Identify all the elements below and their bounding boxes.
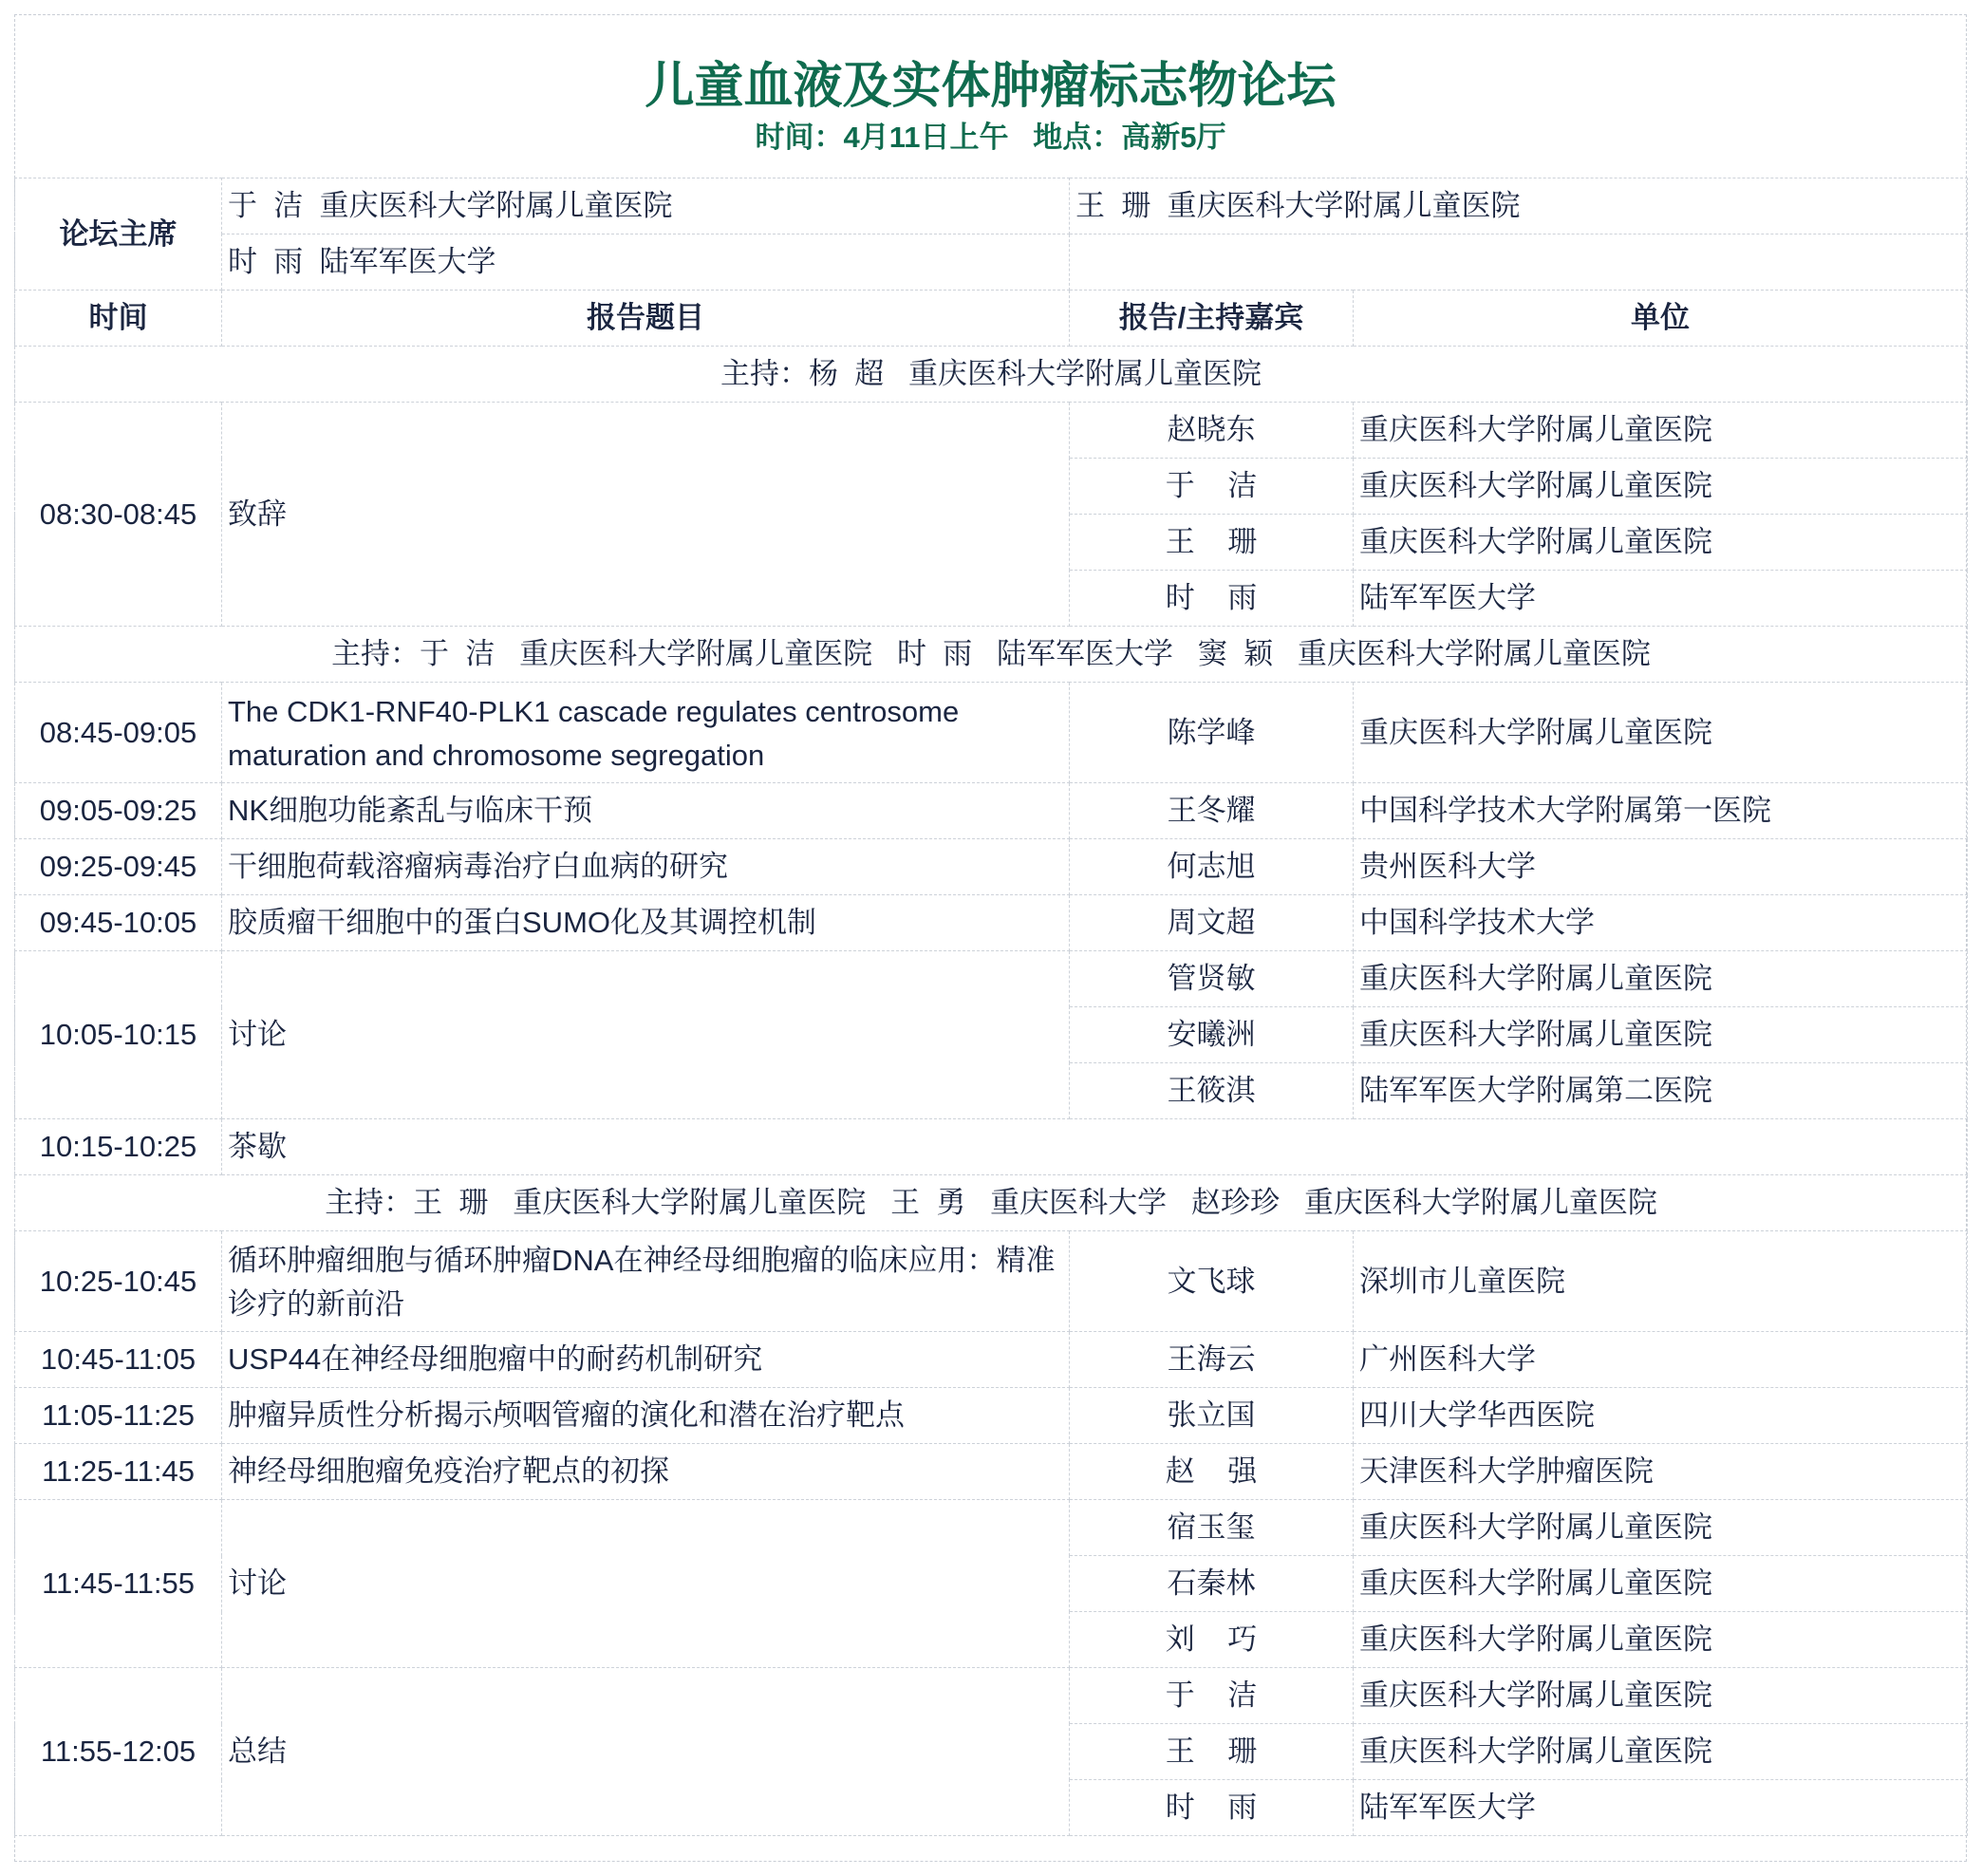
speaker-org: 重庆医科大学附属儿童医院 <box>1354 951 1968 1007</box>
speaker-org: 重庆医科大学附属儿童医院 <box>1354 683 1968 783</box>
forum-time-location: 时间：4月11日上午 地点：高新5厅 <box>755 121 1226 154</box>
speaker-name: 陈学峰 <box>1070 683 1354 783</box>
speaker-name: 王冬耀 <box>1070 783 1354 839</box>
talk-time: 08:45-09:05 <box>15 683 222 783</box>
discussion-topic: 讨论 <box>222 1500 1070 1668</box>
col-header-topic: 报告题目 <box>222 291 1070 347</box>
talk-topic: 循环肿瘤细胞与循环肿瘤DNA在神经母细胞瘤的临床应用：精准诊疗的新前沿 <box>222 1231 1070 1332</box>
session1-host: 主持：杨 超 重庆医科大学附属儿童医院 <box>15 347 1968 403</box>
speaker-org: 贵州医科大学 <box>1354 839 1968 895</box>
chair-2: 王 珊 重庆医科大学附属儿童医院 <box>1070 178 1968 234</box>
speaker-name: 王海云 <box>1070 1332 1354 1388</box>
chairs-row <box>15 178 1968 234</box>
summary-topic: 总结 <box>222 1668 1070 1836</box>
discussion-topic: 讨论 <box>222 951 1070 1119</box>
talk-time: 09:05-09:25 <box>15 783 222 839</box>
speaker-name: 周文超 <box>1070 895 1354 951</box>
speaker-org: 重庆医科大学附属儿童医院 <box>1354 1556 1968 1612</box>
chairs-label: 论坛主席 <box>15 178 222 291</box>
speaker-name: 文飞球 <box>1070 1231 1354 1332</box>
table-row <box>15 1388 1968 1444</box>
column-header-row <box>15 291 1968 347</box>
table-row <box>15 1231 1968 1332</box>
table-row <box>15 895 1968 951</box>
break-time: 10:15-10:25 <box>15 1119 222 1175</box>
speaker-org: 重庆医科大学附属儿童医院 <box>1354 459 1968 515</box>
table-row <box>15 839 1968 895</box>
speaker-name: 宿玉玺 <box>1070 1500 1354 1556</box>
speaker-name: 王筱淇 <box>1070 1063 1354 1119</box>
discussion-time: 11:45-11:55 <box>15 1500 222 1668</box>
speaker-org: 重庆医科大学附属儿童医院 <box>1354 1612 1968 1668</box>
speaker-org: 重庆医科大学附属儿童医院 <box>1354 1007 1968 1063</box>
table-row <box>15 951 1968 1007</box>
speaker-org: 四川大学华西医院 <box>1354 1388 1968 1444</box>
speaker-name: 何志旭 <box>1070 839 1354 895</box>
table-row <box>15 1500 1968 1556</box>
talk-topic: The CDK1-RNF40-PLK1 cascade regulates centrosome maturation and chromosome segregation <box>222 683 1070 783</box>
speaker-name: 王 珊 <box>1070 515 1354 571</box>
chair-1: 于 洁 重庆医科大学附属儿童医院 <box>222 178 1070 234</box>
speaker-org: 重庆医科大学附属儿童医院 <box>1354 1500 1968 1556</box>
talk-time: 09:25-09:45 <box>15 839 222 895</box>
speaker-org: 重庆医科大学附属儿童医院 <box>1354 403 1968 459</box>
talk-topic: USP44在神经母细胞瘤中的耐药机制研究 <box>222 1332 1070 1388</box>
table-row <box>15 783 1968 839</box>
talk-topic: 神经母细胞瘤免疫治疗靶点的初探 <box>222 1444 1070 1500</box>
speaker-name: 张立国 <box>1070 1388 1354 1444</box>
chair-3: 时 雨 陆军军医大学 <box>222 234 1070 291</box>
talk-topic: 干细胞荷载溶瘤病毒治疗白血病的研究 <box>222 839 1070 895</box>
forum-title: 儿童血液及实体肿瘤标志物论坛 <box>645 59 1337 114</box>
table-row <box>15 683 1968 783</box>
session1-time: 08:30-08:45 <box>15 403 222 627</box>
forum-header <box>14 14 1967 178</box>
speaker-org: 中国科学技术大学 <box>1354 895 1968 951</box>
talk-topic: 胶质瘤干细胞中的蛋白SUMO化及其调控机制 <box>222 895 1070 951</box>
discussion-time: 10:05-10:15 <box>15 951 222 1119</box>
host-row <box>15 347 1968 403</box>
talk-topic: 肿瘤异质性分析揭示颅咽管瘤的演化和潜在治疗靶点 <box>222 1388 1070 1444</box>
speaker-org: 广州医科大学 <box>1354 1332 1968 1388</box>
session3-host: 主持：王 珊 重庆医科大学附属儿童医院 王 勇 重庆医科大学 赵珍珍 重庆医科大学附属儿童医院 <box>15 1175 1968 1231</box>
speaker-org: 中国科学技术大学附属第一医院 <box>1354 783 1968 839</box>
speaker-name: 刘 巧 <box>1070 1612 1354 1668</box>
session2-host: 主持：于 洁 重庆医科大学附属儿童医院 时 雨 陆军军医大学 窦 颖 重庆医科大学附属儿童医院 <box>15 627 1968 683</box>
session1-topic: 致辞 <box>222 403 1070 627</box>
speaker-name: 安曦洲 <box>1070 1007 1354 1063</box>
talk-time: 11:25-11:45 <box>15 1444 222 1500</box>
speaker-name: 时 雨 <box>1070 571 1354 627</box>
table-row <box>15 1668 1968 1724</box>
speaker-org: 重庆医科大学附属儿童医院 <box>1354 515 1968 571</box>
break-row <box>15 1119 1968 1175</box>
table-row <box>15 1332 1968 1388</box>
col-header-speaker: 报告/主持嘉宾 <box>1070 291 1354 347</box>
speaker-org: 天津医科大学肿瘤医院 <box>1354 1444 1968 1500</box>
host-row <box>15 1175 1968 1231</box>
talk-time: 09:45-10:05 <box>15 895 222 951</box>
table-row <box>15 1444 1968 1500</box>
speaker-name: 于 洁 <box>1070 1668 1354 1724</box>
talk-time: 10:45-11:05 <box>15 1332 222 1388</box>
speaker-org: 重庆医科大学附属儿童医院 <box>1354 1724 1968 1780</box>
speaker-org: 陆军军医大学 <box>1354 1780 1968 1836</box>
table-row <box>15 403 1968 459</box>
talk-time: 10:25-10:45 <box>15 1231 222 1332</box>
speaker-org: 陆军军医大学附属第二医院 <box>1354 1063 1968 1119</box>
speaker-name: 石秦林 <box>1070 1556 1354 1612</box>
break-topic: 茶歇 <box>222 1119 1968 1175</box>
speaker-name: 赵晓东 <box>1070 403 1354 459</box>
col-header-org: 单位 <box>1354 291 1968 347</box>
col-header-time: 时间 <box>15 291 222 347</box>
talk-time: 11:05-11:25 <box>15 1388 222 1444</box>
talk-topic: NK细胞功能紊乱与临床干预 <box>222 783 1070 839</box>
empty-cell <box>1070 234 1968 291</box>
speaker-org: 深圳市儿童医院 <box>1354 1231 1968 1332</box>
summary-time: 11:55-12:05 <box>15 1668 222 1836</box>
speaker-name: 时 雨 <box>1070 1780 1354 1836</box>
speaker-name: 管贤敏 <box>1070 951 1354 1007</box>
speaker-name: 赵 强 <box>1070 1444 1354 1500</box>
speaker-name: 王 珊 <box>1070 1724 1354 1780</box>
speaker-name: 于 洁 <box>1070 459 1354 515</box>
chairs-row <box>15 234 1968 291</box>
speaker-org: 重庆医科大学附属儿童医院 <box>1354 1668 1968 1724</box>
host-row <box>15 627 1968 683</box>
schedule-table <box>14 178 1968 1836</box>
speaker-org: 陆军军医大学 <box>1354 571 1968 627</box>
